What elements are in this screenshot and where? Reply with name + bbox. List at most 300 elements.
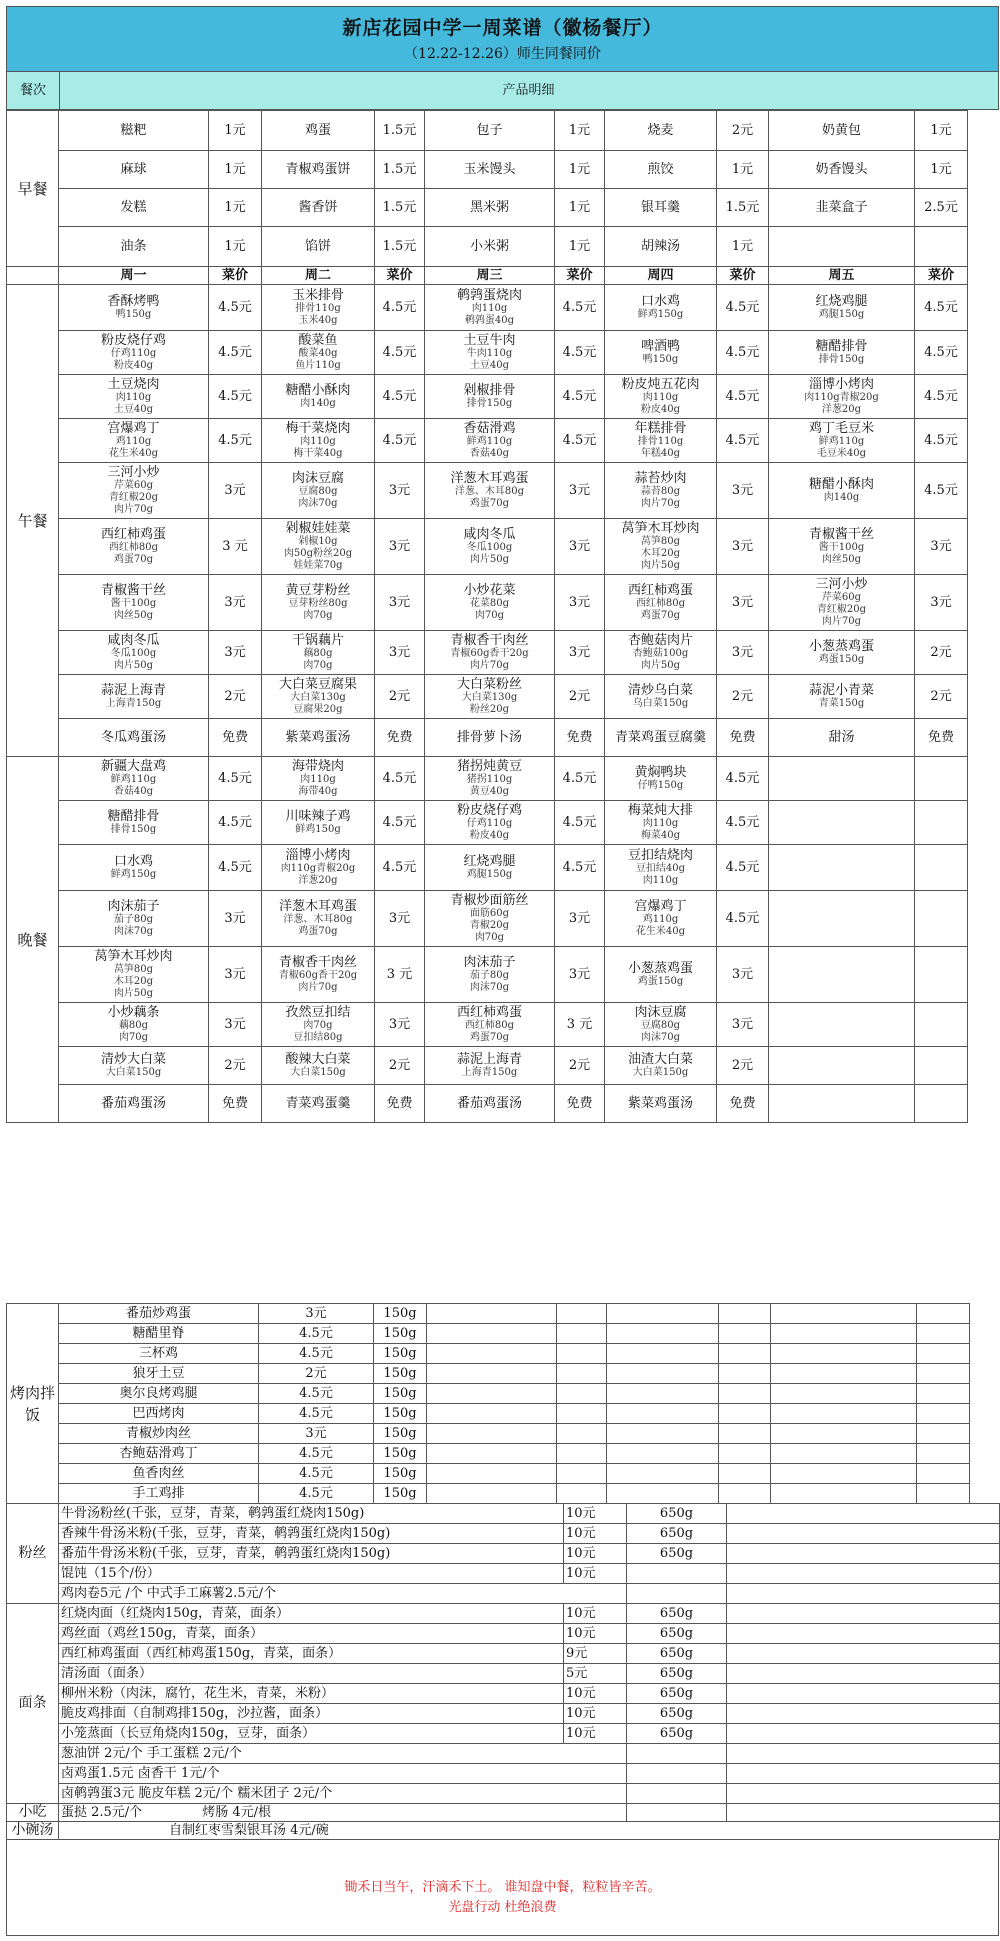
dish-detail: 青红椒20g xyxy=(108,492,159,503)
noodle-weight: 650g xyxy=(627,1704,727,1724)
dish-detail: 鱼片110g xyxy=(295,360,341,371)
dish-cell xyxy=(59,845,209,891)
dish-cell xyxy=(59,419,209,463)
dish-price: 4.5元 xyxy=(717,285,769,331)
dish-detail: 梅菜40g xyxy=(640,830,681,841)
dish-name: 青椒香干肉丝 xyxy=(450,633,529,648)
dish-cell xyxy=(425,631,555,675)
dish-name: 青椒香干肉丝 xyxy=(278,955,357,970)
empty-cell xyxy=(771,1464,917,1484)
dish-price: 免费 xyxy=(375,719,425,757)
dish-price: 4.5元 xyxy=(915,375,968,419)
dish-cell xyxy=(605,891,717,947)
rice-item: 狼牙土豆 xyxy=(59,1364,259,1384)
dish-detail: 花生米40g xyxy=(108,448,159,459)
empty-cell xyxy=(557,1364,607,1384)
dish-detail: 肉140g xyxy=(300,398,336,409)
rice-price: 4.5元 xyxy=(259,1444,374,1464)
dish-detail: 洋葱、木耳80g xyxy=(454,486,525,497)
table-row xyxy=(7,801,968,845)
dish-detail: 鲜鸡110g xyxy=(466,436,513,447)
noodle-weight xyxy=(627,1564,727,1584)
dish-cell xyxy=(59,1003,209,1047)
dish-price: 3元 xyxy=(717,947,769,1003)
dish-cell xyxy=(59,1085,209,1123)
table-row xyxy=(7,1744,1000,1764)
table-row xyxy=(7,1464,970,1484)
dish-cell xyxy=(769,285,915,331)
dish-price: 4.5元 xyxy=(375,845,425,891)
dish-detail: 洋葱、木耳80g xyxy=(283,914,353,925)
dish-name: 糖醋排骨 xyxy=(815,339,868,354)
dish-detail: 藕80g xyxy=(118,1020,149,1031)
footer-poem: 锄禾日当午，汗滴禾下土。 谁知盘中餐，粒粒皆辛苦。 xyxy=(344,1880,661,1895)
dish-name: 蒜泥小青菜 xyxy=(808,683,874,698)
breakfast-price: 1元 xyxy=(555,111,605,151)
empty-cell xyxy=(727,1584,1000,1604)
dish-cell xyxy=(605,845,717,891)
empty-cell xyxy=(727,1764,1000,1784)
table-row xyxy=(7,1804,1000,1822)
empty-cell xyxy=(917,1464,970,1484)
dish-detail: 大白菜130g xyxy=(290,692,346,703)
dish-price: 4.5元 xyxy=(717,845,769,891)
dish-name: 大白菜粉丝 xyxy=(456,677,522,692)
dish-name: 小炒花菜 xyxy=(463,583,516,598)
dish-detail: 上海青150g xyxy=(461,1067,518,1078)
dish-cell xyxy=(605,675,717,719)
dish-price: 免费 xyxy=(717,1085,769,1123)
breakfast-price: 1元 xyxy=(555,227,605,267)
noodle-table xyxy=(6,1503,1000,1840)
dish-detail: 香菇40g xyxy=(469,448,510,459)
dish-detail: 大白菜150g xyxy=(632,1067,689,1078)
dish-detail: 杏鲍菇100g xyxy=(632,648,689,659)
dish-price: 2元 xyxy=(555,675,605,719)
dish-detail: 肉110g xyxy=(300,774,336,785)
noodle-weight xyxy=(627,1744,727,1764)
dish-price: 免费 xyxy=(209,719,262,757)
empty-cell xyxy=(557,1344,607,1364)
dish-name: 鸡丁毛豆米 xyxy=(808,421,874,436)
dish-name: 肉沫茄子 xyxy=(107,899,160,914)
page-subtitle: （12.22-12.26）师生同餐同价 xyxy=(404,46,601,62)
table-row xyxy=(7,1384,970,1404)
breakfast-item xyxy=(769,227,915,267)
dish-detail: 肉70g xyxy=(303,660,333,671)
dish-price: 3元 xyxy=(209,1003,262,1047)
dish-name: 土豆牛肉 xyxy=(463,333,516,348)
table-row xyxy=(7,1304,970,1324)
table-row xyxy=(7,675,968,719)
table-row xyxy=(7,1504,1000,1524)
dish-price: 3元 xyxy=(209,947,262,1003)
noodle-price: 9元 xyxy=(564,1644,627,1664)
snack-tart: 蛋挞 2.5元/个 xyxy=(61,1805,143,1820)
dish-detail: 鹌鹑蛋40g xyxy=(464,315,515,326)
dish-name: 鹌鹑蛋烧肉 xyxy=(456,288,522,303)
dish-price: 4.5元 xyxy=(375,375,425,419)
dish-name: 啤酒鸭 xyxy=(640,339,680,354)
dish-detail: 大白菜130g xyxy=(461,692,518,703)
dish-price: 4.5元 xyxy=(555,757,605,801)
dish-price: 4.5元 xyxy=(209,419,262,463)
breakfast-item: 黑米粥 xyxy=(425,189,555,227)
table-row xyxy=(7,227,968,267)
rice-weight: 150g xyxy=(374,1384,427,1404)
dish-price: 免费 xyxy=(209,1085,262,1123)
noodle-item: 清汤面（面条） xyxy=(59,1664,564,1684)
dish-detail: 香菇40g xyxy=(113,786,154,797)
empty-cell xyxy=(427,1364,557,1384)
noodle-item: 鸡丝面（鸡丝150g，青菜，面条） xyxy=(59,1624,564,1644)
price-header: 菜价 xyxy=(209,267,262,285)
dish-detail: 肉丝50g xyxy=(821,554,862,565)
dish-price: 4.5元 xyxy=(375,331,425,375)
breakfast-item: 胡辣汤 xyxy=(605,227,717,267)
dish-name: 蒜泥上海青 xyxy=(100,683,166,698)
dish-detail: 肉70g xyxy=(474,932,505,943)
noodle-item: 脆皮鸡排面（自制鸡排150g，沙拉酱，面条） xyxy=(59,1704,564,1724)
dish-price: 2元 xyxy=(209,675,262,719)
dish-detail: 排骨150g xyxy=(110,824,157,835)
dish-cell xyxy=(262,463,375,519)
dish-detail: 肉140g xyxy=(823,492,860,503)
dish-detail: 木耳20g xyxy=(640,548,681,559)
table-row xyxy=(7,1584,1000,1604)
breakfast-item: 油条 xyxy=(59,227,209,267)
empty-cell xyxy=(727,1704,1000,1724)
dish-cell xyxy=(262,719,375,757)
day-header: 周三 xyxy=(425,267,555,285)
table-row xyxy=(7,1544,1000,1564)
dish-price: 3元 xyxy=(717,519,769,575)
breakfast-item: 奶黄包 xyxy=(769,111,915,151)
dish-price: 4.5元 xyxy=(209,375,262,419)
empty-cell xyxy=(719,1444,771,1464)
dish-name: 小葱蒸鸡蛋 xyxy=(808,639,874,654)
dish-cell xyxy=(59,331,209,375)
dish-detail: 鸡110g xyxy=(115,436,152,447)
dish-detail: 青菜150g xyxy=(818,698,865,709)
empty-cell xyxy=(917,1404,970,1424)
empty-cell xyxy=(719,1464,771,1484)
breakfast-price: 1元 xyxy=(209,111,262,151)
dish-detail: 肉丝50g xyxy=(113,610,154,621)
dish-name: 孜然豆扣结 xyxy=(285,1005,351,1020)
dish-detail: 鲜鸡110g xyxy=(110,774,157,785)
table-row xyxy=(7,267,968,285)
snack-label: 小吃 xyxy=(7,1804,59,1822)
price-header: 菜价 xyxy=(717,267,769,285)
dish-name: 年糕排骨 xyxy=(634,421,687,436)
breakfast-item: 糍粑 xyxy=(59,111,209,151)
empty-cell xyxy=(769,891,915,947)
noodle-item: 香辣牛骨汤米粉(千张，豆芽，青菜，鹌鹑蛋红烧肉150g) xyxy=(59,1524,564,1544)
dish-name: 宫爆鸡丁 xyxy=(634,899,687,914)
table-row xyxy=(7,575,968,631)
dish-cell xyxy=(605,801,717,845)
dish-detail: 豆腐80g xyxy=(640,1020,681,1031)
empty-cell xyxy=(727,1504,1000,1524)
empty-cell xyxy=(771,1404,917,1424)
table-row xyxy=(7,1604,1000,1624)
dish-price: 4.5元 xyxy=(717,331,769,375)
dish-price: 2元 xyxy=(375,1047,425,1085)
dish-detail: 肉110g xyxy=(300,436,336,447)
empty-cell xyxy=(769,947,915,1003)
dish-price: 2元 xyxy=(717,1047,769,1085)
dish-name: 酸菜鱼 xyxy=(298,333,338,348)
table-row xyxy=(7,189,968,227)
table-row xyxy=(7,757,968,801)
dish-name: 糖醋小酥肉 xyxy=(808,477,874,492)
price-header: 菜价 xyxy=(375,267,425,285)
empty-cell xyxy=(607,1484,719,1504)
rice-weight: 150g xyxy=(374,1484,427,1504)
dish-cell xyxy=(59,1047,209,1085)
empty-cell xyxy=(607,1364,719,1384)
noodle-weight: 650g xyxy=(627,1644,727,1664)
dish-detail: 仔鸭150g xyxy=(637,780,684,791)
dish-cell xyxy=(425,285,555,331)
dish-price: 4.5元 xyxy=(209,285,262,331)
table-row xyxy=(7,463,968,519)
noodle-weight xyxy=(627,1764,727,1784)
dish-detail: 鸡蛋70g xyxy=(298,926,338,937)
rice-price: 3元 xyxy=(259,1424,374,1444)
rice-price: 4.5元 xyxy=(259,1404,374,1424)
dish-detail: 粉丝20g xyxy=(469,704,510,715)
dish-cell xyxy=(262,1047,375,1085)
dish-cell xyxy=(605,519,717,575)
dish-price: 4.5元 xyxy=(375,801,425,845)
breakfast-price: 1元 xyxy=(209,227,262,267)
table-row xyxy=(7,1047,968,1085)
noodle-price: 5元 xyxy=(564,1664,627,1684)
empty-cell xyxy=(917,1444,970,1464)
dish-name: 紫菜鸡蛋汤 xyxy=(627,1096,693,1111)
noodle-price: 10元 xyxy=(564,1564,627,1584)
dish-name: 清炒乌白菜 xyxy=(627,683,693,698)
dish-cell xyxy=(425,757,555,801)
dish-detail: 鲜鸡150g xyxy=(637,309,684,320)
dish-name: 大白菜豆腐果 xyxy=(278,677,357,692)
dish-cell xyxy=(425,375,555,419)
empty-cell xyxy=(917,1344,970,1364)
empty-cell xyxy=(769,757,915,801)
table-row xyxy=(7,331,968,375)
breakfast-item: 煎饺 xyxy=(605,151,717,189)
breakfast-price: 1元 xyxy=(717,151,769,189)
dish-detail: 青红椒20g xyxy=(816,604,867,615)
breakfast-item: 麻球 xyxy=(59,151,209,189)
dish-cell xyxy=(605,575,717,631)
breakfast-price: 1.5元 xyxy=(375,227,425,267)
dish-name: 三河小炒 xyxy=(815,577,868,592)
rice-weight: 150g xyxy=(374,1344,427,1364)
table-row xyxy=(7,1444,970,1464)
dish-name: 油渣大白菜 xyxy=(627,1052,693,1067)
dish-cell xyxy=(769,419,915,463)
dish-price: 3元 xyxy=(375,1003,425,1047)
dish-price: 2元 xyxy=(209,1047,262,1085)
dish-detail: 鸭150g xyxy=(642,354,679,365)
dish-cell xyxy=(59,375,209,419)
soup-label: 小碗汤 xyxy=(7,1822,59,1840)
dish-price: 4.5元 xyxy=(209,801,262,845)
dish-price: 免费 xyxy=(375,1085,425,1123)
dish-price: 免费 xyxy=(915,719,968,757)
dish-name: 排骨萝卜汤 xyxy=(456,730,522,745)
dish-price: 3元 xyxy=(717,1003,769,1047)
dish-name: 猪拐炖黄豆 xyxy=(456,759,522,774)
dish-name: 粉皮炖五花肉 xyxy=(621,377,700,392)
dish-price: 4.5元 xyxy=(209,331,262,375)
dish-name: 咸肉冬瓜 xyxy=(107,633,160,648)
meal-column-header: 餐次 xyxy=(7,72,60,109)
table-row xyxy=(7,1624,1000,1644)
dish-detail: 肉沫70g xyxy=(469,982,510,993)
table-row xyxy=(7,1724,1000,1744)
empty-cell xyxy=(427,1304,557,1324)
noodle-price: 10元 xyxy=(564,1504,627,1524)
dish-detail: 豆扣结80g xyxy=(293,1032,343,1043)
dish-detail: 大白菜150g xyxy=(290,1067,346,1078)
empty-cell xyxy=(917,1384,970,1404)
dish-cell xyxy=(425,1085,555,1123)
breakfast-price: 1.5元 xyxy=(375,151,425,189)
dish-price: 4.5元 xyxy=(209,845,262,891)
dish-price: 免费 xyxy=(555,1085,605,1123)
table-row xyxy=(7,719,968,757)
dish-cell xyxy=(425,575,555,631)
dish-detail: 粉皮40g xyxy=(469,830,510,841)
rice-item: 鱼香肉丝 xyxy=(59,1464,259,1484)
dish-detail: 蒜苔80g xyxy=(640,486,681,497)
dish-cell xyxy=(59,757,209,801)
dish-detail: 肉片70g xyxy=(113,504,154,515)
dish-price: 3元 xyxy=(555,463,605,519)
dish-detail: 豆扣结40g xyxy=(635,863,686,874)
dish-cell xyxy=(262,757,375,801)
dish-price: 3元 xyxy=(375,891,425,947)
noodle-item: 馄饨（15个/份） xyxy=(59,1564,564,1584)
breakfast-item: 韭菜盒子 xyxy=(769,189,915,227)
dish-cell xyxy=(605,1003,717,1047)
rice-price: 2元 xyxy=(259,1364,374,1384)
dish-cell xyxy=(262,1085,375,1123)
empty-cell xyxy=(771,1324,917,1344)
rice-weight: 150g xyxy=(374,1464,427,1484)
breakfast-item: 青椒鸡蛋饼 xyxy=(262,151,375,189)
dish-cell xyxy=(262,575,375,631)
rice-price: 4.5元 xyxy=(259,1344,374,1364)
dish-detail: 肉110g xyxy=(642,818,679,829)
dish-detail: 肉片70g xyxy=(469,660,510,671)
dish-price: 4.5元 xyxy=(555,331,605,375)
dish-detail: 仔鸡110g xyxy=(110,348,157,359)
empty-cell xyxy=(769,845,915,891)
dish-detail: 花菜80g xyxy=(469,598,510,609)
empty-cell xyxy=(917,1324,970,1344)
dish-name: 淄博小烤肉 xyxy=(808,377,874,392)
dish-name: 香菇滑鸡 xyxy=(463,421,516,436)
dish-name: 红烧鸡腿 xyxy=(815,294,868,309)
dish-detail: 酸菜40g xyxy=(298,348,338,359)
empty-cell xyxy=(727,1804,1000,1822)
empty-cell xyxy=(607,1384,719,1404)
dish-name: 肉沫豆腐 xyxy=(291,471,344,486)
dish-cell xyxy=(59,719,209,757)
noodle-weight: 650g xyxy=(627,1504,727,1524)
dish-detail: 肉70g xyxy=(118,1032,149,1043)
dish-price: 3元 xyxy=(915,575,968,631)
dish-detail: 肉片50g xyxy=(469,554,510,565)
dish-cell xyxy=(425,947,555,1003)
dish-cell xyxy=(605,419,717,463)
empty-cell xyxy=(557,1464,607,1484)
dish-price: 4.5元 xyxy=(717,891,769,947)
dish-name: 黄焖鸭块 xyxy=(634,765,687,780)
dish-price: 3元 xyxy=(555,891,605,947)
dish-price: 免费 xyxy=(555,719,605,757)
dish-price: 3 元 xyxy=(209,519,262,575)
dish-cell xyxy=(262,891,375,947)
dish-detail: 剁椒10g xyxy=(298,536,338,547)
dish-cell xyxy=(262,331,375,375)
dish-price: 4.5元 xyxy=(717,419,769,463)
dish-detail: 肉110g xyxy=(471,303,508,314)
table-row xyxy=(7,285,968,331)
dish-name: 肉沫豆腐 xyxy=(634,1005,687,1020)
breakfast-item: 银耳羹 xyxy=(605,189,717,227)
table-row xyxy=(7,1822,1000,1840)
dish-detail: 土豆40g xyxy=(469,360,510,371)
dish-detail: 土豆40g xyxy=(113,404,154,415)
dish-detail: 面筋60g xyxy=(469,908,510,919)
price-header: 菜价 xyxy=(915,267,968,285)
table-row xyxy=(7,1364,970,1384)
noodle-weight xyxy=(627,1584,727,1604)
dish-cell xyxy=(769,331,915,375)
dish-detail: 冬瓜100g xyxy=(110,648,157,659)
empty-cell xyxy=(607,1464,719,1484)
dish-detail: 鸭150g xyxy=(115,309,152,320)
noodle-price: 10元 xyxy=(564,1524,627,1544)
dish-name: 玉米排骨 xyxy=(291,288,344,303)
empty-cell xyxy=(427,1444,557,1464)
empty-cell xyxy=(771,1304,917,1324)
noodle-weight: 650g xyxy=(627,1604,727,1624)
rice-item: 三杯鸡 xyxy=(59,1344,259,1364)
dish-name: 宫爆鸡丁 xyxy=(107,421,160,436)
dish-name: 豆扣结烧肉 xyxy=(627,848,693,863)
table-row xyxy=(7,419,968,463)
noodle-price: 10元 xyxy=(564,1704,627,1724)
empty-cell xyxy=(727,1664,1000,1684)
empty-cell xyxy=(427,1384,557,1404)
rice-weight: 150g xyxy=(374,1324,427,1344)
breakfast-item: 奶香馒头 xyxy=(769,151,915,189)
dish-price: 3元 xyxy=(209,463,262,519)
dish-detail: 肉片50g xyxy=(640,560,681,571)
dish-cell xyxy=(262,801,375,845)
dish-detail: 鸡蛋70g xyxy=(469,498,510,509)
breakfast-item: 小米粥 xyxy=(425,227,555,267)
empty-cell xyxy=(727,1744,1000,1764)
noodle-item: 西红柿鸡蛋面（西红柿鸡蛋150g，青菜，面条） xyxy=(59,1644,564,1664)
